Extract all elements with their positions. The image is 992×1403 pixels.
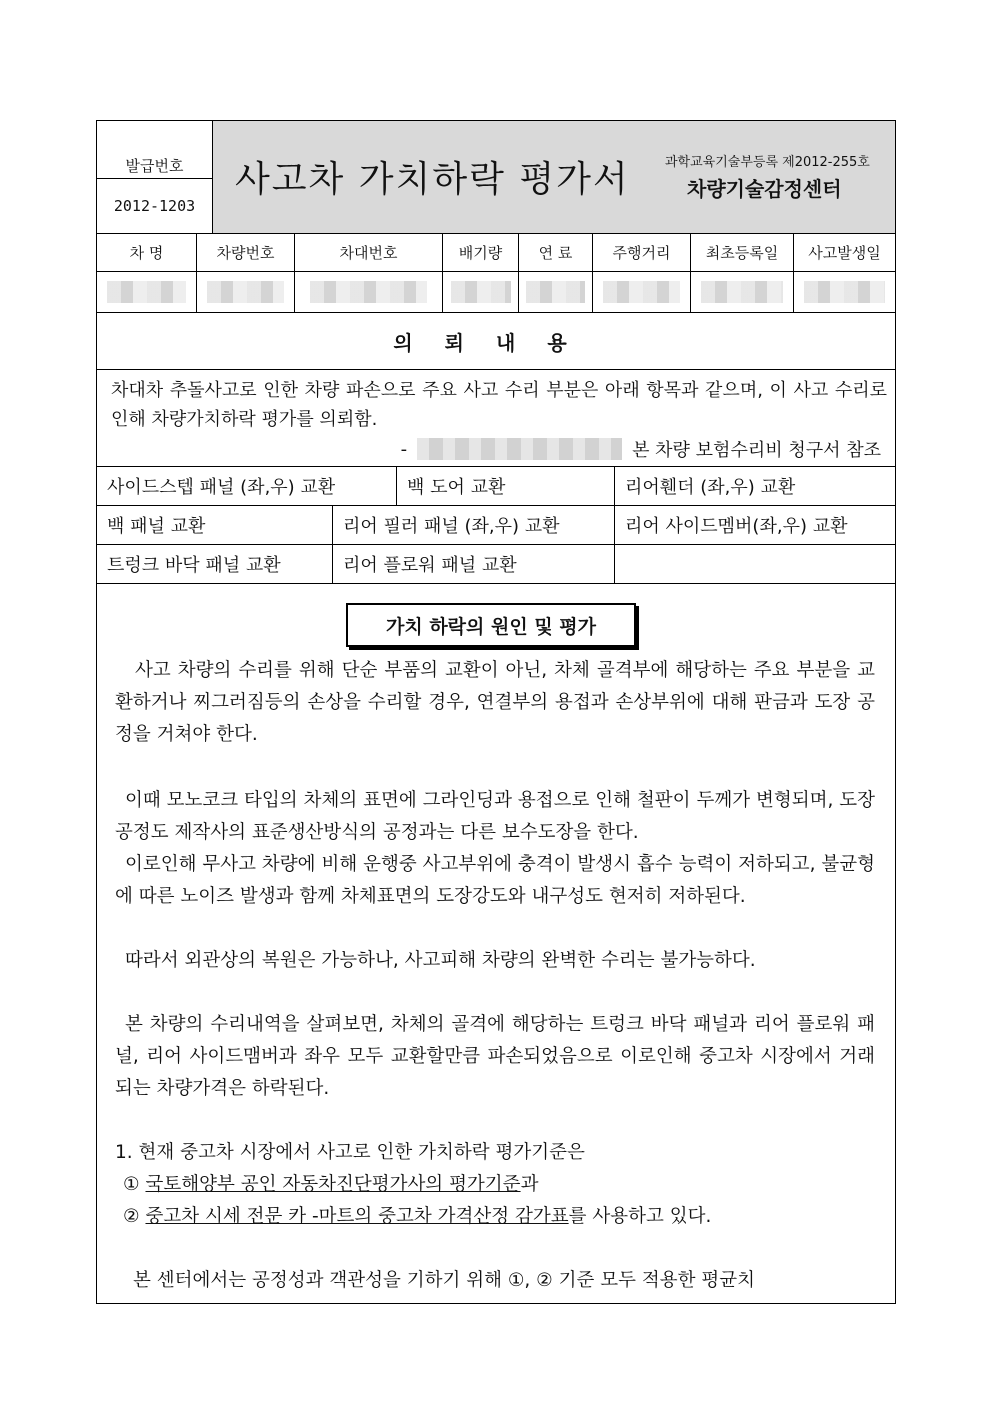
criteria-item-2-name: 중고차 시세 전문 카 -마트의 중고차 가격산정 감가표 — [145, 1206, 569, 1227]
issue-number: 2012-1203 — [113, 197, 196, 215]
redacted-value — [295, 272, 443, 312]
repair-item: 리어휀더 (좌,우) 교환 — [625, 477, 796, 498]
redacted-value — [691, 272, 794, 312]
redacted-value — [519, 272, 593, 312]
header-displacement: 배기량 — [443, 233, 519, 271]
issue-label: 발급번호 — [97, 121, 212, 179]
criteria-intro: 1. 현재 중고차 시장에서 사고로 인한 가치하락 평가기준은 — [115, 1142, 585, 1163]
evaluation-paragraph-3: 본 차량의 수리내역을 살펴보면, 차체의 골격에 해당하는 트렁크 바닥 패널과 리어 플로워 패널, 리어 사이드맴버과 좌우 모두 교환할만큼 파손되었음으로 이로인해 중고차 시장에서 거래되는 차량가격은 하락된다. — [115, 1014, 875, 1099]
criteria-item-1 — [115, 1169, 883, 1201]
header-mileage: 주행거리 — [593, 233, 691, 271]
redacted-value — [794, 272, 895, 312]
header-accident-date: 사고발생일 — [808, 243, 881, 262]
vehicle-table-header-row — [97, 233, 895, 272]
repair-item — [615, 545, 895, 583]
criteria-item-2 — [115, 1201, 883, 1233]
evaluation-paragraph-2a: 이때 모노코크 타입의 차체의 표면에 그라인딩과 용접으로 인해 철판이 두께가 변형되며, 도장공정도 제작사의 표준생산방식의 공정과는 다른 보수도장을 한다. — [115, 790, 875, 843]
title-box — [213, 121, 895, 233]
document-title: 사고차 가치하락 평가서 — [235, 159, 630, 200]
repair-item: 백 도어 교환 — [397, 467, 615, 505]
evaluation-paragraph-2c: 따라서 외관상의 복원은 가능하나, 사고피해 차량의 완벽한 수리는 불가능하다. — [125, 950, 756, 971]
reference-prefix: - — [400, 438, 408, 460]
vehicle-info-table — [97, 233, 895, 313]
header-fuel: 연 료 — [519, 233, 593, 271]
header-plate-number: 차량번호 — [197, 233, 295, 271]
repair-item: 리어 플로워 패널 교환 — [333, 545, 615, 583]
organization-name: 차량기술감정센터 — [687, 177, 842, 201]
repair-item: 백 패널 교환 — [97, 506, 333, 544]
reference-suffix: 본 차량 보험수리비 청구서 참조 — [632, 440, 881, 461]
request-text: 차대차 추돌사고로 인한 차량 파손으로 주요 사고 수리 부분은 아래 항목과 같으며, 이 사고 수리로 인해 차량가치하락 평가를 의뢰함. — [111, 380, 887, 430]
header-vin: 차대번호 — [295, 233, 443, 271]
repair-item: 리어 필러 패널 (좌,우) 교환 — [333, 506, 615, 544]
header-car-name: 차 명 — [97, 233, 197, 271]
criteria-marker-2: ② — [123, 1206, 140, 1227]
criteria-item-1-name: 국토해양부 공인 자동차진단평가사의 평가기준 — [145, 1174, 521, 1195]
repair-items-grid — [97, 467, 895, 584]
repair-item: 사이드스텝 패널 (좌,우) 교환 — [97, 467, 397, 505]
repair-item: 리어 사이드멤버(좌,우) 교환 — [625, 516, 848, 537]
request-section-title: 의뢰내용 — [97, 313, 895, 370]
evaluation-paragraph-1: 사고 차량의 수리를 위해 단순 부품의 교환이 아닌, 차체 골격부에 해당하는 주요 부분을 교환하거나 찌그러짐등의 손상을 수리할 경우, 연결부의 용접과 손상부위에 대해 판금과 도장 공정을 거쳐야 한다. — [115, 660, 875, 745]
criteria-item-2-suffix: 를 사용하고 있다. — [568, 1206, 712, 1227]
redacted-value — [197, 272, 295, 312]
vehicle-table-values-row — [97, 272, 895, 313]
repair-row — [97, 506, 895, 545]
repair-row — [97, 545, 895, 584]
registration-number: 과학교육기술부등록 제2012-255호 — [665, 155, 870, 170]
evaluation-paragraph-2b: 이로인해 무사고 차량에 비해 운행중 사고부위에 충격이 발생시 흡수 능력이 저하되고, 불균형에 따른 노이즈 발생과 함께 차체표면의 도장강도와 내구성도 현저히 저하된다. — [115, 854, 875, 907]
header-first-registration: 최초등록일 — [691, 233, 794, 271]
repair-item: 트렁크 바닥 패널 교환 — [97, 545, 333, 583]
repair-row — [97, 467, 895, 506]
redacted-vehicle-id — [417, 438, 622, 460]
appraisal-document — [96, 120, 896, 1304]
request-content — [97, 370, 895, 467]
redacted-value — [593, 272, 691, 312]
document-header — [97, 121, 895, 234]
redacted-value — [97, 272, 197, 312]
criteria-marker-1: ① — [123, 1174, 140, 1195]
redacted-value — [443, 272, 519, 312]
request-reference — [401, 436, 881, 462]
evaluation-title-box: 가치 하락의 원인 및 평가 — [346, 603, 636, 647]
criteria-item-1-suffix: 과 — [520, 1174, 539, 1195]
closing-paragraph: 본 센터에서는 공정성과 객관성을 기하기 위해 ①, ② 기준 모두 적용한 평균치 — [133, 1270, 755, 1291]
issue-number-box — [97, 121, 213, 233]
